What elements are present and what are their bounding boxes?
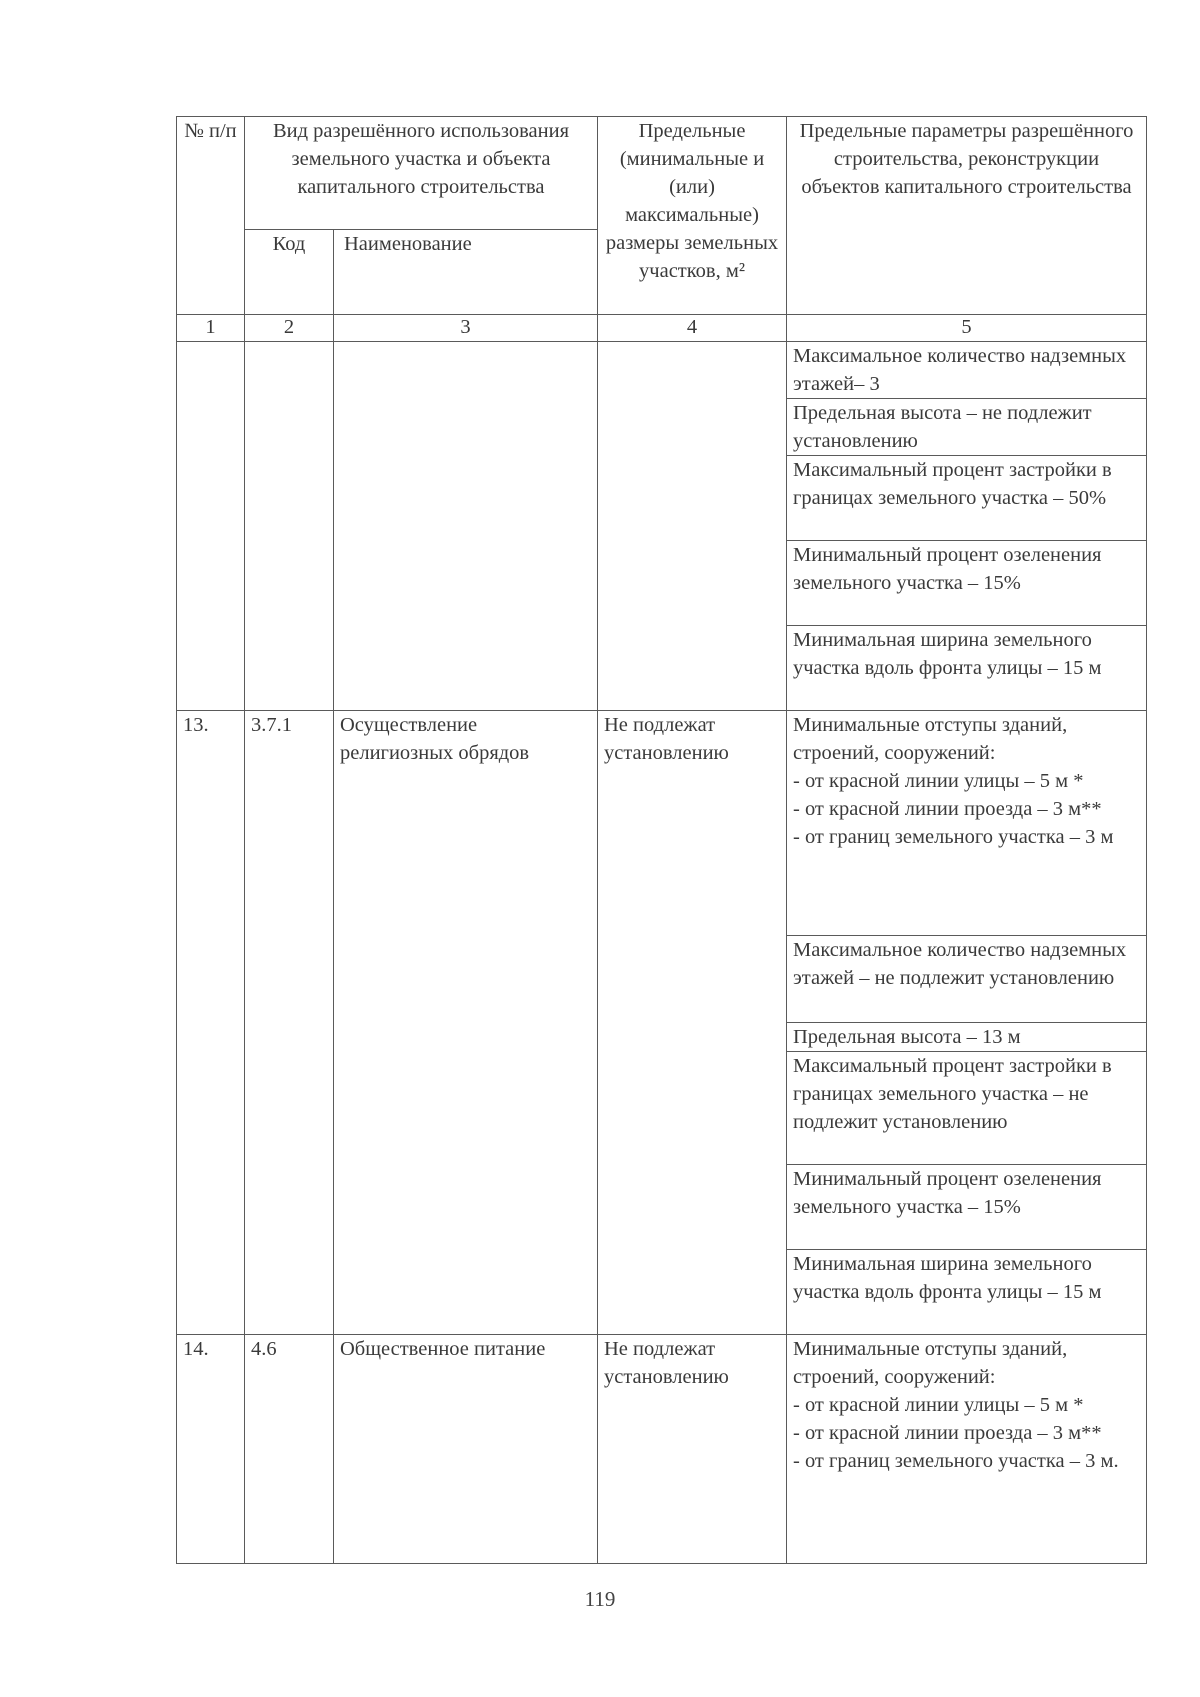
header-type-of-use: Вид разрешённого использования земельного участка и объекта капитального строительства — [245, 117, 598, 230]
row-size: Не подлежат установлению — [598, 711, 787, 1335]
row-code: 4.6 — [245, 1335, 334, 1564]
header-name: Наименование — [334, 230, 598, 315]
param-line: - от красной линии улицы – 5 м * — [793, 1394, 1084, 1416]
continuation-name-cell — [334, 342, 598, 711]
param-line: - от границ земельного участка – 3 м — [793, 826, 1114, 848]
param-cell-setbacks — [787, 711, 1147, 936]
column-number: 2 — [245, 315, 334, 342]
param-line: - от красной линии проезда – 3 м** — [793, 798, 1102, 820]
param-cell: Предельная высота – 13 м — [787, 1023, 1147, 1052]
continuation-size-cell — [598, 342, 787, 711]
param-cell: Минимальная ширина земельного участка вдоль фронта улицы – 15 м — [787, 1250, 1147, 1335]
continuation-number-cell — [177, 342, 245, 711]
param-cell: Максимальный процент застройки в границах земельного участка – 50% — [787, 456, 1147, 541]
param-cell: Минимальная ширина земельного участка вдоль фронта улицы – 15 м — [787, 626, 1147, 711]
header-number: № п/п — [177, 117, 245, 315]
param-cell: Максимальное количество надземных этажей– 3 — [787, 342, 1147, 399]
row-code: 3.7.1 — [245, 711, 334, 1335]
param-cell-setbacks — [787, 1335, 1147, 1564]
param-cell: Минимальный процент озеленения земельного участка – 15% — [787, 541, 1147, 626]
row-number: 13. — [177, 711, 245, 1335]
column-number: 3 — [334, 315, 598, 342]
row-number: 14. — [177, 1335, 245, 1564]
column-number: 1 — [177, 315, 245, 342]
header-plot-size: Предельные (минимальные и (или) максимальные) размеры земельных участков, м² — [598, 117, 787, 315]
zoning-parameters-table — [176, 116, 1147, 1564]
param-cell: Минимальный процент озеленения земельного участка – 15% — [787, 1165, 1147, 1250]
param-cell: Максимальный процент застройки в границах земельного участка – не подлежит установлению — [787, 1052, 1147, 1165]
param-line: - от красной линии улицы – 5 м * — [793, 770, 1084, 792]
page-number: 119 — [584, 1587, 616, 1611]
param-title: Минимальные отступы зданий, строений, сооружений: — [793, 1338, 1068, 1388]
header-code: Код — [245, 230, 334, 315]
param-line: - от красной линии проезда – 3 м** — [793, 1422, 1102, 1444]
param-cell: Максимальное количество надземных этажей – не подлежит установлению — [787, 936, 1147, 1023]
param-cell: Предельная высота – не подлежит установлению — [787, 399, 1147, 456]
row-name: Общественное питание — [334, 1335, 598, 1564]
column-number: 4 — [598, 315, 787, 342]
param-title: Минимальные отступы зданий, строений, сооружений: — [793, 714, 1068, 764]
continuation-code-cell — [245, 342, 334, 711]
row-name: Осуществление религиозных обрядов — [334, 711, 598, 1335]
column-number: 5 — [787, 315, 1147, 342]
header-parameters: Предельные параметры разрешённого строительства, реконструкции объектов капитального строительства — [787, 117, 1147, 315]
row-size: Не подлежат установлению — [598, 1335, 787, 1564]
param-line: - от границ земельного участка – 3 м. — [793, 1450, 1119, 1472]
